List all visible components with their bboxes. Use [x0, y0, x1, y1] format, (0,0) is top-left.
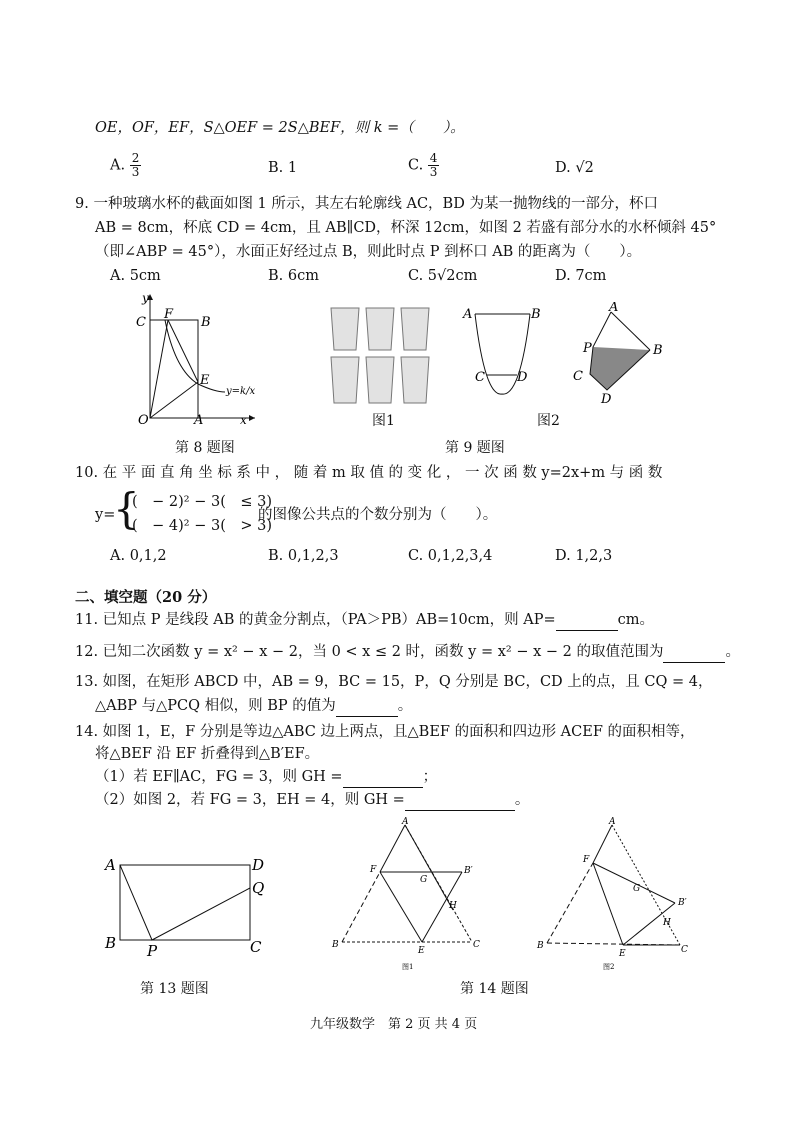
q9-fig1-label-c: C	[475, 370, 485, 385]
q8-segment-ef	[168, 320, 198, 382]
q8-label-y: y	[142, 291, 149, 305]
q14f1-caption: 图1	[402, 963, 414, 971]
q8-option-a-label: A.	[110, 157, 126, 174]
cup-row-top	[331, 308, 429, 350]
q14-line-1: 14. 如图 1，E，F 分别是等边△ABC 边上两点，且△BEF 的面积和四边形 ACEF 的面积相等，	[75, 724, 695, 740]
q9-fig2-label-d: D	[601, 392, 612, 407]
q9-line-3: （即∠ABP = 45°），水面正好经过点 B，则此时点 P 到杯口 AB 的距离为（ ）。	[95, 244, 642, 260]
q8-rectangle	[150, 320, 198, 418]
q9-option-b: B. 6cm	[268, 268, 319, 284]
cup-row-bottom	[331, 357, 429, 403]
q10-option-d: D. 1,2,3	[555, 548, 613, 564]
page-footer: 九年级数学 第 2 页 共 4 页	[310, 1017, 478, 1032]
q9-fig2-label-p: P	[583, 341, 592, 356]
q14f2-label-b1: B′	[678, 898, 687, 908]
q14f1-label-b1: B′	[464, 866, 473, 876]
q13-caption: 第 13 题图	[140, 981, 209, 997]
section-2-heading: 二、填空题（20 分）	[75, 589, 217, 606]
q13-line-1: 13. 如图，在矩形 ABCD 中，AB = 9，BC = 15，P，Q 分别是 BC，CD 上的点，且 CQ = 4，	[75, 674, 713, 690]
q8-option-c	[408, 152, 439, 179]
q10-option-c: C. 0,1,2,3,4	[408, 548, 493, 564]
q9-fig2-label-b: B	[653, 343, 663, 358]
q14f1-label-f: F	[370, 865, 377, 875]
q14-sub-1	[95, 767, 437, 788]
q14-sub1-text: （1）若 EF∥AC，FG = 3，则 GH =	[95, 769, 343, 785]
q9-fig1-label-b: B	[531, 307, 541, 322]
q8-option-a	[110, 152, 141, 179]
q11-line	[75, 610, 654, 631]
q14-sub2-text: （2）如图 2，若 FG = 3，EH = 4，则 GH =	[95, 792, 405, 808]
q8-label-b: B	[201, 315, 211, 330]
q10-case-2: ( − 4)² − 3( > 3)	[132, 518, 273, 534]
q14f2-label-h: H	[663, 918, 671, 928]
q8-option-c-fraction: $\frac{4}{3}$	[429, 151, 438, 179]
q13-figure	[100, 848, 270, 963]
q10-case-1: ( − 2)² − 3( ≤ 3)	[132, 494, 273, 510]
q14f2-side-af	[593, 825, 612, 863]
q8-option-c-label: C.	[408, 157, 424, 174]
q10-option-a: A. 0,1,2	[110, 548, 167, 564]
q14f1-label-g: G	[420, 875, 428, 885]
q14f2-label-b: B	[537, 941, 544, 951]
q9-cups-photo	[328, 305, 438, 410]
q9-fig1-label-a: A	[463, 307, 473, 322]
q12-line	[75, 642, 740, 663]
q14-caption: 第 14 题图	[460, 981, 529, 997]
q14f2-side-bf	[547, 863, 593, 943]
q14f1-side-bf	[342, 872, 380, 942]
q14f2-label-g: G	[633, 884, 641, 894]
q11-answer-blank[interactable]	[556, 610, 618, 631]
q10-tail: 的图像公共点的个数分别为（ ）。	[258, 507, 498, 523]
q9-fig2-caption: 图2	[537, 413, 560, 429]
q14f2-label-e: E	[619, 949, 626, 959]
q14f1-label-c: C	[473, 940, 480, 950]
q8-hyperbola	[165, 320, 225, 392]
q14f1-side-af	[380, 825, 405, 872]
q8-label-c: C	[136, 315, 146, 330]
q13-rectangle	[120, 865, 250, 940]
q8-segment-oe	[150, 382, 198, 418]
water-region	[590, 347, 650, 390]
q8-label-f: F	[164, 307, 174, 322]
q8-stem-line: OE，OF，EF，S△OEF = 2S△BEF，则 k =（ ）。	[95, 120, 465, 136]
q14f2-label-c: C	[681, 945, 688, 955]
q14f1-fold-ef	[380, 872, 422, 942]
q14-sub2-end: 。	[514, 792, 530, 808]
q11-text: 11. 已知点 P 是线段 AB 的黄金分割点，（PA＞PB）AB=10cm，则 AP=	[75, 612, 556, 628]
q13-segments-apq	[120, 865, 250, 940]
q9-option-a: A. 5cm	[110, 268, 161, 284]
q10-brace: {	[113, 484, 140, 533]
q9-option-c: C. 5√2cm	[408, 268, 478, 284]
q14-figure-1	[330, 815, 490, 975]
q14-sub1-end: ；	[422, 769, 438, 785]
q13-label-p: P	[147, 942, 158, 960]
q9-line-1: 9. 一种玻璃水杯的截面如图 1 所示，其左右轮廓线 AC，BD 为某一抛物线的一部分，杯口	[75, 196, 658, 212]
q13-label-a: A	[105, 856, 116, 874]
q14f1-label-b: B	[332, 940, 339, 950]
q8-label-e: E	[200, 373, 210, 388]
q8-label-o: O	[138, 413, 149, 428]
q8-option-a-fraction: $\frac{2}{3}$	[131, 151, 140, 179]
q9-fig1-label-d: D	[517, 370, 528, 385]
q9-line-2: AB = 8cm，杯底 CD = 4cm，且 AB∥CD，杯深 12cm，如图 2 若盛有部分水的水杯倾斜 45°	[95, 220, 717, 236]
q13-label-q: Q	[252, 879, 265, 897]
q10-y-prefix: y=	[95, 507, 116, 523]
q14f1-ah	[405, 825, 453, 910]
q13-answer-blank[interactable]	[336, 696, 398, 717]
q10-line-1: 10. 在 平 面 直 角 坐 标 系 中 ， 随 着 m 取 值 的 变 化 ， 一 次 函 数 y=2x+m 与 函 数	[75, 465, 663, 481]
q12-answer-blank[interactable]	[663, 642, 725, 663]
q14-line-2: 将△BEF 沿 EF 折叠得到△B′EF。	[95, 746, 320, 762]
q9-tilted-cup	[565, 302, 675, 407]
q8-segment-of	[150, 320, 168, 418]
q8-caption: 第 8 题图	[175, 440, 235, 456]
q8-figure	[130, 290, 260, 430]
q14f1-label-h: H	[449, 901, 457, 911]
q14-figure-2	[535, 815, 705, 975]
q14-sub-2	[95, 790, 529, 811]
q9-fig2-label-a: A	[609, 302, 619, 315]
q14-sub2-blank[interactable]	[405, 790, 515, 811]
q13-end: 。	[397, 698, 413, 714]
q9-fig1-caption: 图1	[372, 413, 395, 429]
q8-label-a: A	[194, 413, 204, 428]
q9-option-d: D. 7cm	[555, 268, 607, 284]
q10-option-b: B. 0,1,2,3	[268, 548, 339, 564]
q14f1-label-e: E	[418, 946, 425, 956]
q8-curve-label: y=k/x	[226, 386, 256, 397]
q8-label-x: x	[240, 413, 247, 427]
q14f2-caption: 图2	[603, 963, 615, 971]
q9-cup-section	[455, 302, 555, 402]
q13-label-b: B	[105, 934, 117, 952]
tilted-rim-ab	[611, 312, 650, 350]
q13-label-c: C	[250, 938, 262, 956]
q12-end: 。	[725, 644, 740, 660]
q8-x-arrow	[249, 415, 255, 421]
q14f2-label-f: F	[583, 855, 590, 865]
q12-text: 12. 已知二次函数 y = x² − x − 2，当 0 < x ≤ 2 时，函数 y = x² − x − 2 的取值范围为	[75, 644, 664, 660]
q14f2-label-a: A	[609, 817, 616, 827]
q13-label-d: D	[252, 856, 265, 874]
q8-option-d: D. √2	[555, 160, 594, 176]
q8-option-b: B. 1	[268, 160, 298, 176]
q13-text: △ABP 与△PCQ 相似，则 BP 的值为	[95, 698, 336, 714]
q14f1-label-a: A	[402, 817, 409, 827]
q9-fig2-label-c: C	[573, 369, 583, 384]
q13-line-2	[95, 696, 412, 717]
q14-sub1-blank[interactable]	[343, 767, 423, 788]
q11-unit: cm。	[617, 612, 655, 628]
q9-caption: 第 9 题图	[445, 440, 505, 456]
